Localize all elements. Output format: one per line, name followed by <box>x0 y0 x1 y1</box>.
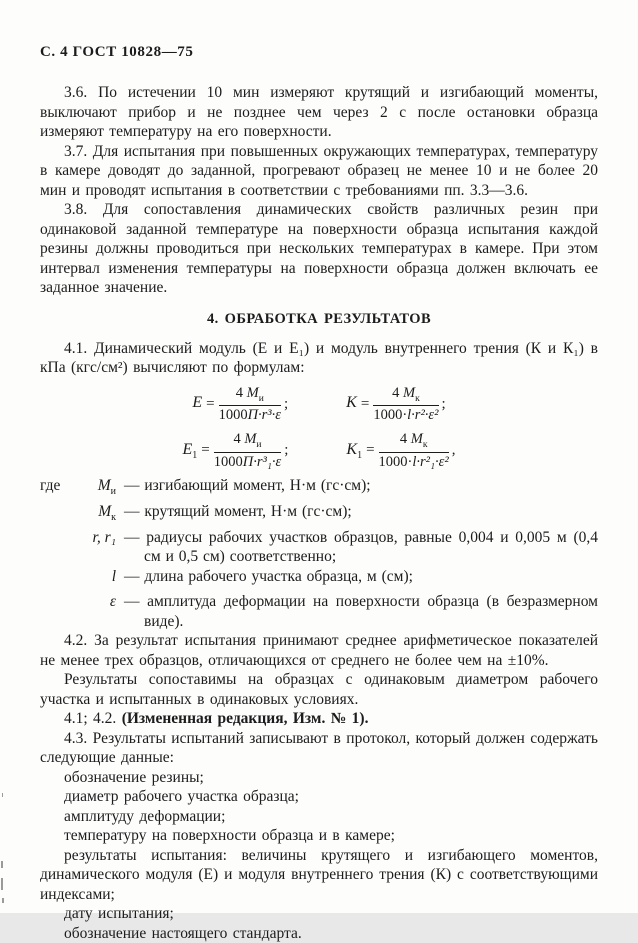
definition-desc: — изгибающий момент, Н·м (гс·см); <box>124 477 371 495</box>
numerator-sub: к <box>415 393 420 404</box>
definition-desc: — крутящий момент, Н·м (гс·см); <box>124 503 352 521</box>
denominator-expr: l·r²·ε² <box>407 407 439 424</box>
definition-desc: — радиусы рабочих участков образцов, равные 0,004 и 0,005 м (0,4 см и 0,5 см) соответственно; <box>124 528 598 566</box>
formula-E1 <box>183 431 289 470</box>
definition-row <box>40 592 598 631</box>
formula-separator: , <box>451 442 456 459</box>
scan-artifact <box>1 861 3 868</box>
page-content <box>40 44 598 943</box>
definition-var: r, r₁ <box>92 528 116 546</box>
numerator-var: M <box>244 430 257 447</box>
definition-row <box>40 567 598 593</box>
numerator-var: M <box>402 384 416 401</box>
definition-row <box>40 502 598 528</box>
paragraph-3-8: 3.8. Для сопоставления динамических свойств различных резин при одинаковой заданной температуре на поверхности образца испытания каждой резины должны проводиться при нескольких температурах в камере. При этом интервал изменения температуры на поверхности образца должен включать ее заданное значение. <box>40 201 598 296</box>
denominator-coef: 1000· <box>373 407 408 424</box>
scan-artifact <box>1 878 3 890</box>
definition-var: $M_и$ <box>97 477 116 498</box>
definition-desc: — амплитуда деформации на поверхности образца (в безразмерном виде). <box>124 593 598 630</box>
protocol-item: диаметр рабочего участка образца; <box>64 788 299 806</box>
formula-lhs: K <box>346 440 358 458</box>
paragraph-3-6: 3.6. По истечении 10 мин измеряют крутящий и изгибающий моменты, выключают прибор и не позднее чем через 2 с после остановки образца измеряют температуру на его поверхности. <box>40 84 598 140</box>
denominator-expr: l·r²₁·ε² <box>412 453 449 470</box>
fraction <box>219 385 281 424</box>
numerator-coef: 4 <box>392 384 403 401</box>
numerator-coef: 4 <box>399 430 411 447</box>
equals-sign: = <box>201 442 210 459</box>
amendment-bold-text: (Измененная редакция, Изм. № 1). <box>121 710 369 728</box>
where-label: где <box>40 477 61 495</box>
formula-lhs-sub: 1 <box>357 449 363 461</box>
formula-row-1 <box>40 385 598 424</box>
protocol-item: обозначение настоящего стандарта. <box>64 924 302 942</box>
protocol-item: амплитуду деформации; <box>64 807 226 825</box>
paragraph-4-2: 4.2. За результат испытания принимают среднее арифметическое показателей не менее трех образцов, отличающихся от среднего не более чем на ±10%. <box>40 632 598 669</box>
denominator-expr: П·r³·ε <box>247 407 281 424</box>
fraction <box>214 431 281 470</box>
formula-lhs: E <box>192 394 203 412</box>
paragraph-4-2-note: Результаты сопоставимы на образцах с одинаковым диаметром рабочего участка и испытанных в одинаковых условиях. <box>40 671 598 708</box>
scan-artifact <box>2 898 4 903</box>
equals-sign: = <box>206 395 215 412</box>
numerator-var: M <box>410 430 423 447</box>
definition-desc: — длина рабочего участка образца, м (см); <box>124 567 413 585</box>
formula-separator: ; <box>284 442 289 459</box>
section-heading: 4. ОБРАБОТКА РЕЗУЛЬТАТОВ <box>206 310 432 327</box>
formula-E <box>192 385 288 424</box>
paragraph-4-1: 4.1. Динамический модуль (Е и Е₁) и модуль внутреннего трения (К и К₁) в кПа (кгс/см²) вычисляют по формулам: <box>40 339 598 376</box>
formula-lhs-sub: 1 <box>192 449 198 461</box>
paragraph-4-3: 4.3. Результаты испытаний записывают в протокол, который должен содержать следующие данные: <box>40 729 598 767</box>
definition-row <box>40 476 598 502</box>
page-header: С. 4 ГОСТ 10828—75 <box>40 44 194 60</box>
denominator-expr: П·r³₁·ε <box>242 453 282 470</box>
fraction <box>379 431 449 470</box>
protocol-item: температуру на поверхности образца и в камере; <box>64 827 395 845</box>
paragraph-3-7: 3.7. Для испытания при повышенных окружающих температурах, температуру в камере доводят до заданной, прогревают образец не менее 10 и не более 20 мин и проводят испытания в соответствии с требованиями пп. 3.3—3.6. <box>40 142 598 199</box>
numerator-sub: и <box>256 439 262 450</box>
formula-row-2 <box>40 431 598 470</box>
formula-K1 <box>346 431 455 470</box>
formula-separator: ; <box>441 395 446 412</box>
protocol-item: дату испытания; <box>64 905 174 923</box>
formula-lhs: E <box>182 440 193 458</box>
protocol-item: обозначение резины; <box>64 768 204 786</box>
numerator-sub: к <box>422 439 428 450</box>
definition-row <box>40 528 598 567</box>
denominator-coef: 1000 <box>218 407 248 424</box>
protocol-item: результаты испытания: величины крутящего и изгибающего моментов, динамического модуля (Е) и модуля внутреннего трения (К) с соответствующими индексами; <box>40 846 598 903</box>
scan-artifact <box>2 793 3 797</box>
formula-separator: ; <box>284 395 289 412</box>
numerator-sub: и <box>258 393 264 404</box>
fraction <box>373 385 438 424</box>
amendment-prefix: 4.1; 4.2. <box>64 710 122 728</box>
numerator-var: M <box>246 384 259 401</box>
denominator-coef: 1000· <box>378 453 413 470</box>
amendment-note <box>40 709 598 729</box>
formula-lhs: K <box>346 394 357 412</box>
numerator-coef: 4 <box>235 384 247 401</box>
numerator-coef: 4 <box>233 430 245 447</box>
equals-sign: = <box>360 395 370 412</box>
definition-var: ε <box>109 593 116 611</box>
formula-K <box>346 385 446 424</box>
definition-var: $M_к$ <box>98 503 116 524</box>
variable-definitions <box>40 476 598 631</box>
denominator-coef: 1000 <box>213 453 243 470</box>
definition-var: l <box>111 567 116 585</box>
equals-sign: = <box>366 442 375 459</box>
